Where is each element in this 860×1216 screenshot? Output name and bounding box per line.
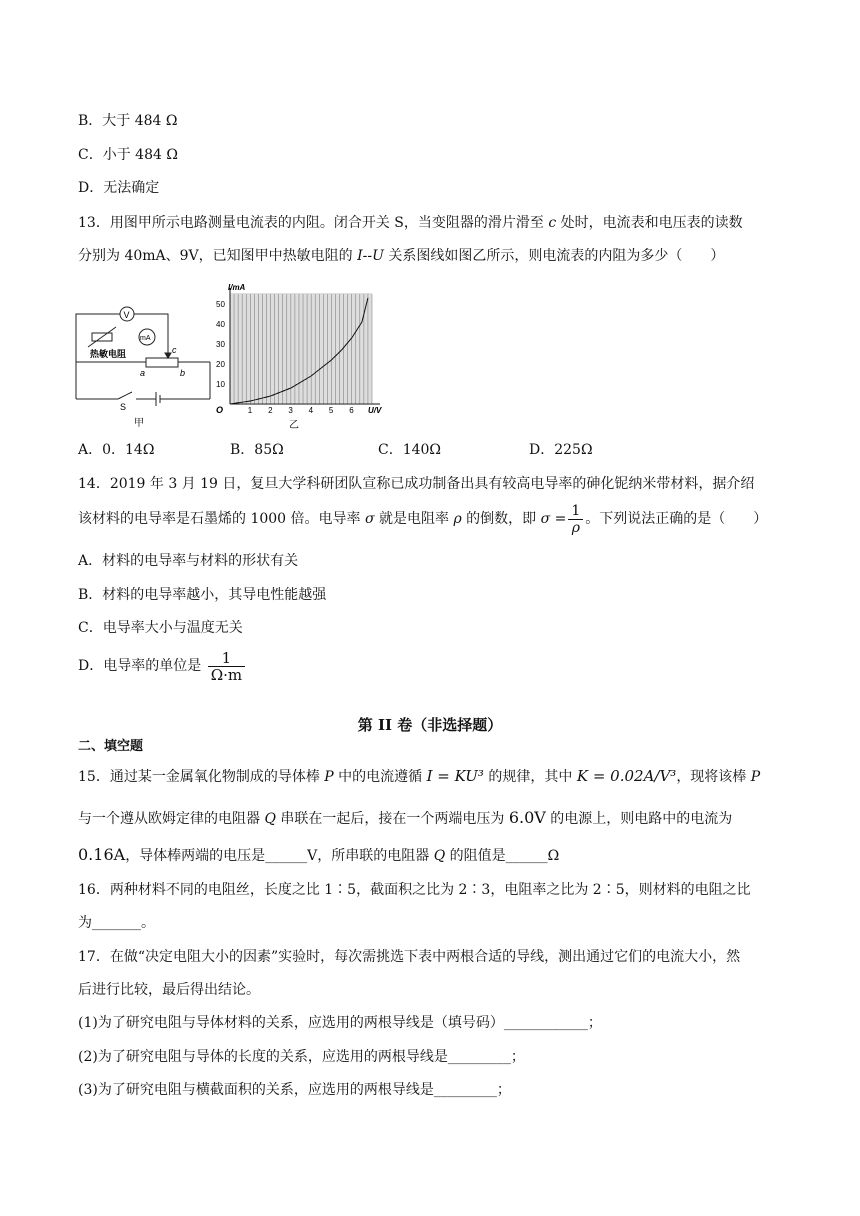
x-tick-label: 4 bbox=[308, 406, 314, 415]
y-tick-label: 20 bbox=[216, 360, 225, 369]
q14-option-b: B．材料的电导率越小，其导电性能越强 bbox=[78, 587, 327, 603]
q14-stem-line1: 14．2019 年 3 月 19 日，复旦大学科研团队宣称已成功制备出具有较高电导率的砷化铌纳米带材料，据介绍 bbox=[78, 476, 755, 492]
origin-label: O bbox=[216, 405, 224, 415]
switch-label: S bbox=[120, 402, 127, 412]
q17-stem-line2: 后进行比较，最后得出结论。 bbox=[78, 982, 260, 998]
q13-option-b: B．85Ω bbox=[230, 442, 284, 458]
q12-option-c: C．小于 484 Ω bbox=[78, 147, 178, 163]
circuit-caption: 甲 bbox=[134, 418, 144, 429]
q13-option-c: C．140Ω bbox=[378, 442, 442, 458]
voltmeter-label: V bbox=[123, 310, 130, 320]
q14-option-c: C．电导率大小与温度无关 bbox=[78, 620, 243, 636]
y-tick-label: 30 bbox=[216, 340, 225, 349]
y-tick-label: 50 bbox=[216, 300, 225, 309]
q15-stem-line1: 15．通过某一金属氧化物制成的导体棒 P 中的电流遵循 I = KU³ 的规律，其中 K = 0.02A/V³，现将该棒 P bbox=[78, 767, 761, 785]
x-axis-label: U/V bbox=[368, 406, 382, 415]
q15-stem-line3: 0.16A，导体棒两端的电压是______V，所串联的电阻器 Q 的阻值是______Ω bbox=[78, 845, 560, 864]
x-tick-label: 6 bbox=[349, 406, 354, 415]
q15-stem-line2: 与一个遵从欧姆定律的电阻器 Q 串联在一起后，接在一个两端电压为 6.0V 的电源上，则电路中的电流为 bbox=[78, 808, 733, 827]
unit-fraction: $\frac{1}{\Omega\cdot m}$ bbox=[208, 650, 245, 683]
section-part-label: 二、填空题 bbox=[78, 739, 144, 754]
x-tick-label: 5 bbox=[328, 406, 334, 415]
q14-fraction: $\frac{1}{\rho}$ bbox=[568, 503, 583, 536]
y-tick-label: 10 bbox=[216, 380, 225, 389]
section-title: 第 II 卷（非选择题） bbox=[357, 716, 503, 734]
q13-option-a: A．0．14Ω bbox=[78, 442, 155, 458]
q14-option-a: A．材料的电导率与材料的形状有关 bbox=[78, 553, 299, 569]
q17-stem-line1: 17．在做“决定电阻大小的因素”实验时，每次需挑选下表中两根合适的导线，测出通过它们的电流大小，然 bbox=[78, 949, 741, 965]
q17-sub1: (1)为了研究电阻与导体材料的关系，应选用的两根导线是（填号码）____________； bbox=[78, 1015, 602, 1031]
q17-sub2: (2)为了研究电阻与导体的长度的关系，应选用的两根导线是_________； bbox=[78, 1049, 525, 1065]
q17-sub3: (3)为了研究电阻与横截面积的关系，应选用的两根导线是_________； bbox=[78, 1082, 511, 1098]
y-axis-label: I/mA bbox=[228, 283, 246, 292]
q13-stem-line1: 13．用图甲所示电路测量电流表的内阻。闭合开关 S，当变阻器的滑片滑至 c 处时，电流表和电压表的读数 bbox=[78, 215, 743, 231]
circuit-diagram bbox=[72, 296, 218, 432]
q13-stem-line2: 分别为 40mA、9V，已知图甲中热敏电阻的 I--U 关系图线如图乙所示，则电流表的内阻为多少（ ） bbox=[78, 248, 725, 264]
x-tick-label: 1 bbox=[247, 406, 253, 415]
thermistor-label: 热敏电阻 bbox=[90, 350, 127, 360]
q13-option-d: D．225Ω bbox=[529, 442, 593, 458]
q16-stem-line1: 16．两种材料不同的电阻丝，长度之比 1∶5，截面积之比为 2∶3，电阻率之比为 2∶5，则材料的电阻之比 bbox=[78, 882, 751, 898]
q16-stem-line2: 为_______。 bbox=[78, 915, 155, 931]
q12-option-d: D．无法确定 bbox=[78, 180, 160, 196]
x-tick-label: 2 bbox=[268, 406, 273, 415]
x-tick-label: 3 bbox=[288, 406, 293, 415]
point-c-label: c bbox=[172, 345, 177, 355]
point-b-label: b bbox=[180, 368, 186, 378]
point-a-label: a bbox=[140, 368, 146, 378]
q12-option-b: B．大于 484 Ω bbox=[78, 113, 178, 129]
q14-option-d: D．电导率的单位是 $\frac{1}{\Omega\cdot m}$ bbox=[78, 646, 247, 686]
graph-caption: 乙 bbox=[289, 420, 299, 431]
milliammeter-label: mA bbox=[140, 335, 151, 342]
iu-graph bbox=[206, 282, 386, 432]
q14-stem-line2: 该材料的电导率是石墨烯的 1000 倍。电导率 σ 就是电阻率 ρ 的倒数，即 σ = $\frac{1}{\rho}$ 。下列说法正确的是（ ） bbox=[78, 502, 768, 536]
y-tick-label: 40 bbox=[216, 320, 225, 329]
